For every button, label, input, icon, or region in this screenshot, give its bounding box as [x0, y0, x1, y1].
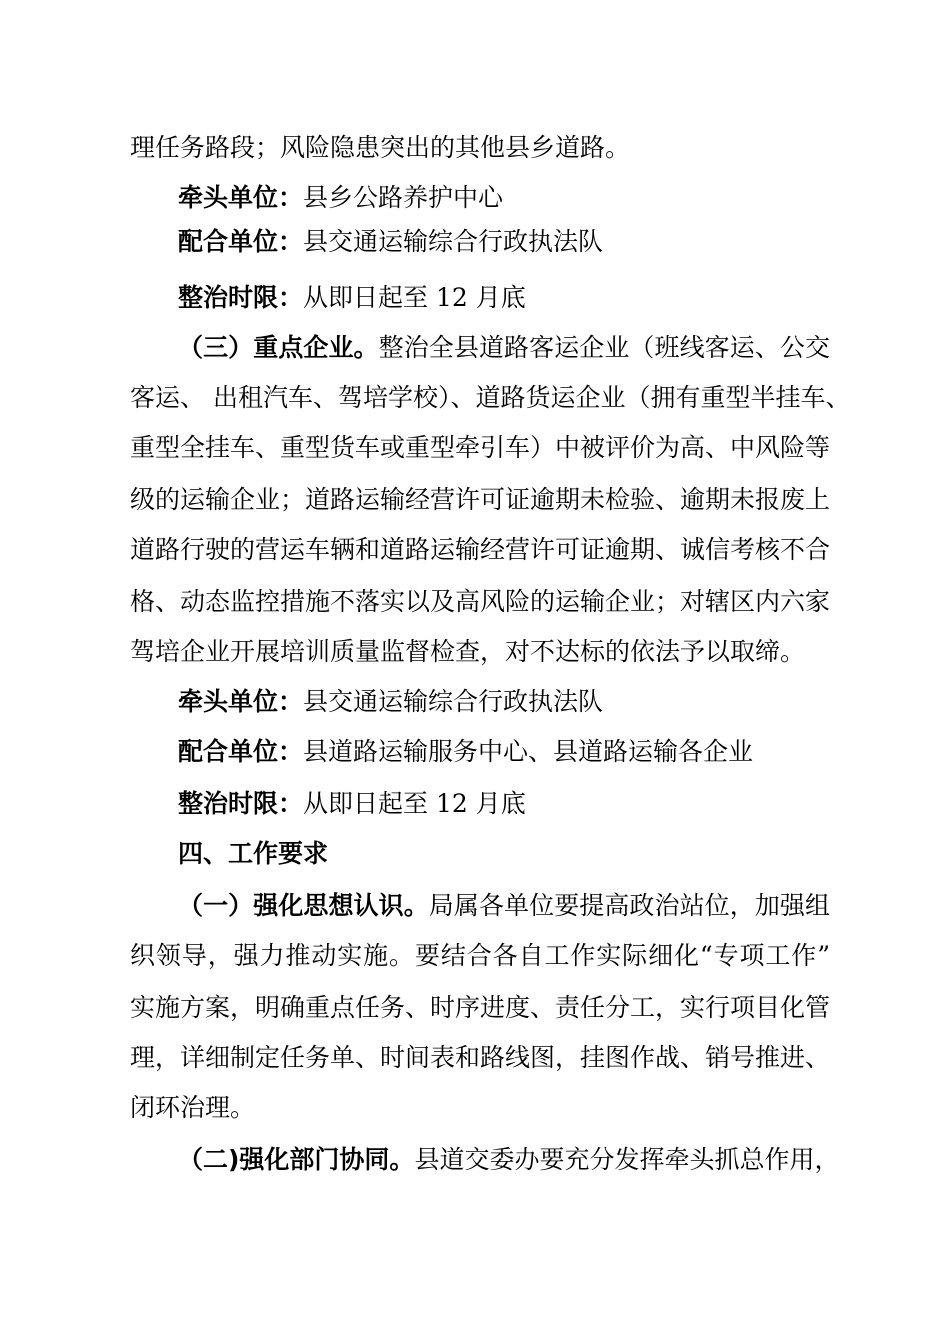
paragraph-line	[130, 1032, 830, 1084]
section-heading: （三）重点企业。	[178, 333, 379, 362]
field-label: 牵头单位：	[178, 183, 304, 212]
line-text: 客运、 出租汽车、驾培学校）、道路货运企业（拥有重型半挂车、	[130, 383, 851, 412]
line-text: 织领导，强力推动实施。要结合各自工作实际细化“专项工作”	[130, 941, 830, 970]
deadline-line	[178, 272, 878, 324]
section-heading-line	[178, 1134, 840, 1186]
cooperating-unit-line	[178, 726, 878, 778]
line-text: 道路行驶的营运车辆和道路运输经营许可证逾期、诚信考核不合	[130, 535, 831, 564]
line-text: 局属各单位要提高政治站位，加强组	[428, 891, 830, 920]
paragraph-line	[130, 122, 830, 174]
line-text: 驾培企业开展培训质量监督检查，对不达标的依法予以取缔。	[130, 637, 806, 666]
field-value: 县乡公路养护中心	[303, 183, 504, 212]
line-text: 格、动态监控措施不落实以及高风险的运输企业；对辖区内六家	[130, 587, 831, 616]
field-label: 整治时限：	[178, 789, 304, 818]
lead-unit-line	[178, 676, 878, 728]
field-value: 县道路运输服务中心、县道路运输各企业	[303, 737, 754, 766]
field-value: 从即日起至 12 月底	[303, 283, 526, 312]
line-text: 级的运输企业；道路运输经营许可证逾期未检验、逾期未报废上	[130, 485, 831, 514]
line-text: 理，详细制定任务单、时间表和路线图，挂图作战、销号推进、	[130, 1043, 831, 1072]
paragraph-line	[130, 422, 830, 474]
paragraph-line	[130, 930, 830, 982]
cooperating-unit-line	[178, 216, 878, 268]
section-heading: （二)强化部门协同。	[178, 1145, 415, 1174]
field-label: 牵头单位：	[178, 687, 304, 716]
paragraph-line	[130, 626, 830, 678]
field-label: 整治时限：	[178, 283, 304, 312]
field-label: 配合单位：	[178, 737, 304, 766]
paragraph-line	[130, 474, 830, 526]
paragraph-line	[130, 576, 830, 628]
paragraph-line	[130, 372, 851, 424]
paragraph-line	[130, 1082, 830, 1134]
line-text: 实施方案，明确重点任务、时序进度、责任分工，实行项目化管	[130, 993, 831, 1022]
paragraph-line	[130, 982, 830, 1034]
line-text: 理任务路段；风险隐患突出的其他县乡道路。	[130, 133, 631, 162]
field-value: 县交通运输综合行政执法队	[303, 227, 604, 256]
section-heading-line	[178, 322, 830, 374]
paragraph-line	[130, 524, 830, 576]
line-text: 整治全县道路客运企业（班线客运、公交	[378, 333, 830, 362]
section-heading: （一）强化思想认识。	[178, 891, 429, 920]
line-text: 县道交委办要充分发挥牵头抓总作用，	[414, 1145, 840, 1174]
section-title	[178, 828, 878, 880]
line-text: 重型全挂车、重型货车或重型牵引车）中被评价为高、中风险等	[130, 433, 831, 462]
section-heading-line	[178, 880, 830, 932]
deadline-line	[178, 778, 878, 830]
section-title-text: 四、工作要求	[178, 839, 329, 868]
field-value: 从即日起至 12 月底	[303, 789, 526, 818]
line-text: 闭环治理。	[130, 1093, 256, 1122]
field-value: 县交通运输综合行政执法队	[303, 687, 604, 716]
field-label: 配合单位：	[178, 227, 304, 256]
